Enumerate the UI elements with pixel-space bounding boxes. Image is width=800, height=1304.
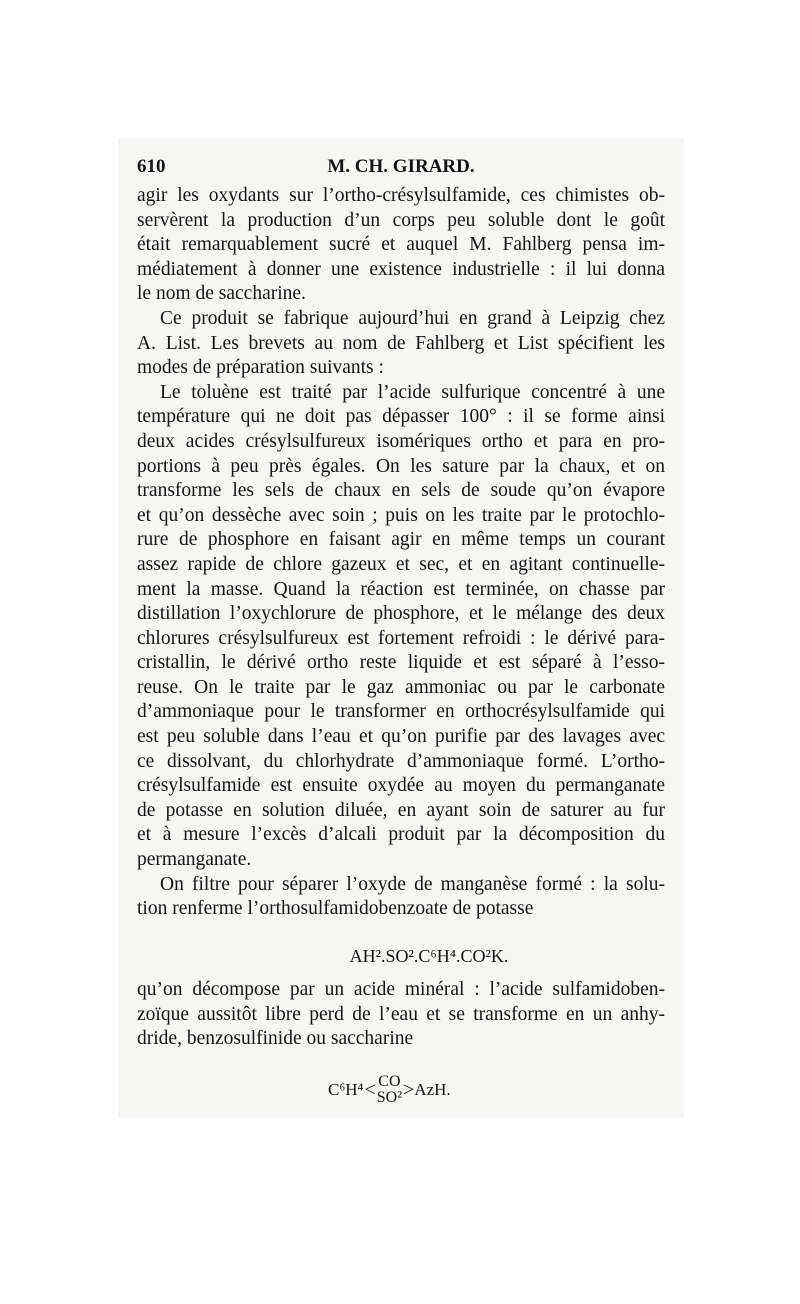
- formula-right-group: AzH.: [414, 1080, 451, 1099]
- formula-stack: [377, 1074, 402, 1106]
- bond-chevron-right: >: [403, 1079, 415, 1101]
- text-line: température qui ne doit pas dépasser 100° : il se forme ainsi: [137, 406, 665, 428]
- text-line: distillation l’oxychlorure de phosphore, et le mélange des deux: [137, 603, 665, 625]
- text-line: rure de phosphore en faisant agir en même temps un courant: [137, 529, 665, 551]
- text-line: cristallin, le dérivé ortho reste liquide et est séparé à l’esso-: [137, 652, 665, 674]
- text-line: était remarquablement sucré et auquel M. Fahlberg pensa im-: [137, 234, 665, 256]
- text-line: ment la masse. Quand la réaction est terminée, on chasse par: [137, 578, 665, 600]
- text-line: médiatement à donner une existence industrielle : il lui donna: [137, 258, 665, 280]
- formula-bottom-group: SO²: [376, 1089, 403, 1106]
- text-line: servèrent la production d’un corps peu soluble dont le goût: [137, 209, 665, 231]
- text-line: ce dissolvant, du chlorhydrate d’ammoniaque formé. L’ortho-: [137, 750, 665, 772]
- formula-sulfamidobenzoate: [137, 944, 665, 968]
- text-line: deux acides crésylsulfureux isomériques ortho et para en pro-: [137, 430, 665, 452]
- bond-chevron-left: <: [364, 1079, 376, 1101]
- text-line: Ce produit se fabrique aujourd’hui en grand à Leipzig chez: [160, 307, 665, 329]
- body-text-continued: [137, 978, 665, 1052]
- text-line: chlorures crésylsulfureux est fortement refroidi : le dérivé para-: [137, 627, 665, 649]
- text-line: A. List. Les brevets au nom de Fahlberg et List spécifient les: [137, 332, 665, 354]
- formula-text: AH².SO².C⁶H⁴.CO²K.: [349, 946, 509, 966]
- text-line: On filtre pour séparer l’oxyde de manganèse formé : la solu-: [160, 873, 665, 895]
- formula-left-group: C⁶H⁴: [328, 1080, 364, 1099]
- text-line: d’ammoniaque pour le transformer en orthocrésylsulfamide qui: [137, 701, 665, 723]
- text-line: modes de préparation suivants :: [137, 357, 384, 379]
- text-line: et à mesure l’excès d’alcali produit par la décomposition du: [137, 824, 665, 846]
- text-line: transforme les sels de chaux en sels de soude qu’on évapore: [137, 480, 665, 502]
- text-line: qu’on décompose par un acide minéral : l’acide sulfamidoben-: [137, 979, 665, 1000]
- text-line: le nom de saccharine.: [137, 283, 306, 305]
- running-head: [137, 156, 665, 180]
- text-line: Le toluène est traité par l’acide sulfurique concentré à une: [160, 381, 665, 403]
- text-line: zoïque aussitôt libre perd de l’eau et se transforme en un anhy-: [137, 1003, 665, 1025]
- page-number: 610: [137, 156, 166, 177]
- text-line: tion renferme l’orthosulfamidobenzoate de potasse: [137, 898, 534, 920]
- text-line: de potasse en solution diluée, en ayant soin de saturer au fur: [137, 799, 665, 821]
- text-line: crésylsulfamide est ensuite oxydée au moyen du permanganate: [137, 775, 665, 797]
- text-line: assez rapide de chlore gazeux et sec, et en agitant continuelle-: [137, 553, 665, 575]
- text-line: est peu soluble dans l’eau et qu’on purifie par des lavages avec: [137, 726, 665, 748]
- formula-top-group: CO: [378, 1073, 401, 1090]
- text-line: et qu’on dessèche avec soin ; puis on les traite par le protochlo-: [137, 504, 665, 526]
- text-line: permanganate.: [137, 849, 252, 871]
- formula-saccharine: [328, 1070, 452, 1110]
- text-line: agir les oxydants sur l’ortho-crésylsulfamide, ces chimistes ob-: [137, 185, 665, 206]
- running-title: M. CH. GIRARD.: [327, 156, 475, 177]
- body-text: [137, 184, 665, 922]
- text-line: portions à peu près égales. On les sature par la chaux, et on: [137, 455, 665, 477]
- text-line: reuse. On le traite par le gaz ammoniac ou par le carbonate: [137, 676, 665, 698]
- text-line: dride, benzosulfinide ou saccharine: [137, 1028, 414, 1050]
